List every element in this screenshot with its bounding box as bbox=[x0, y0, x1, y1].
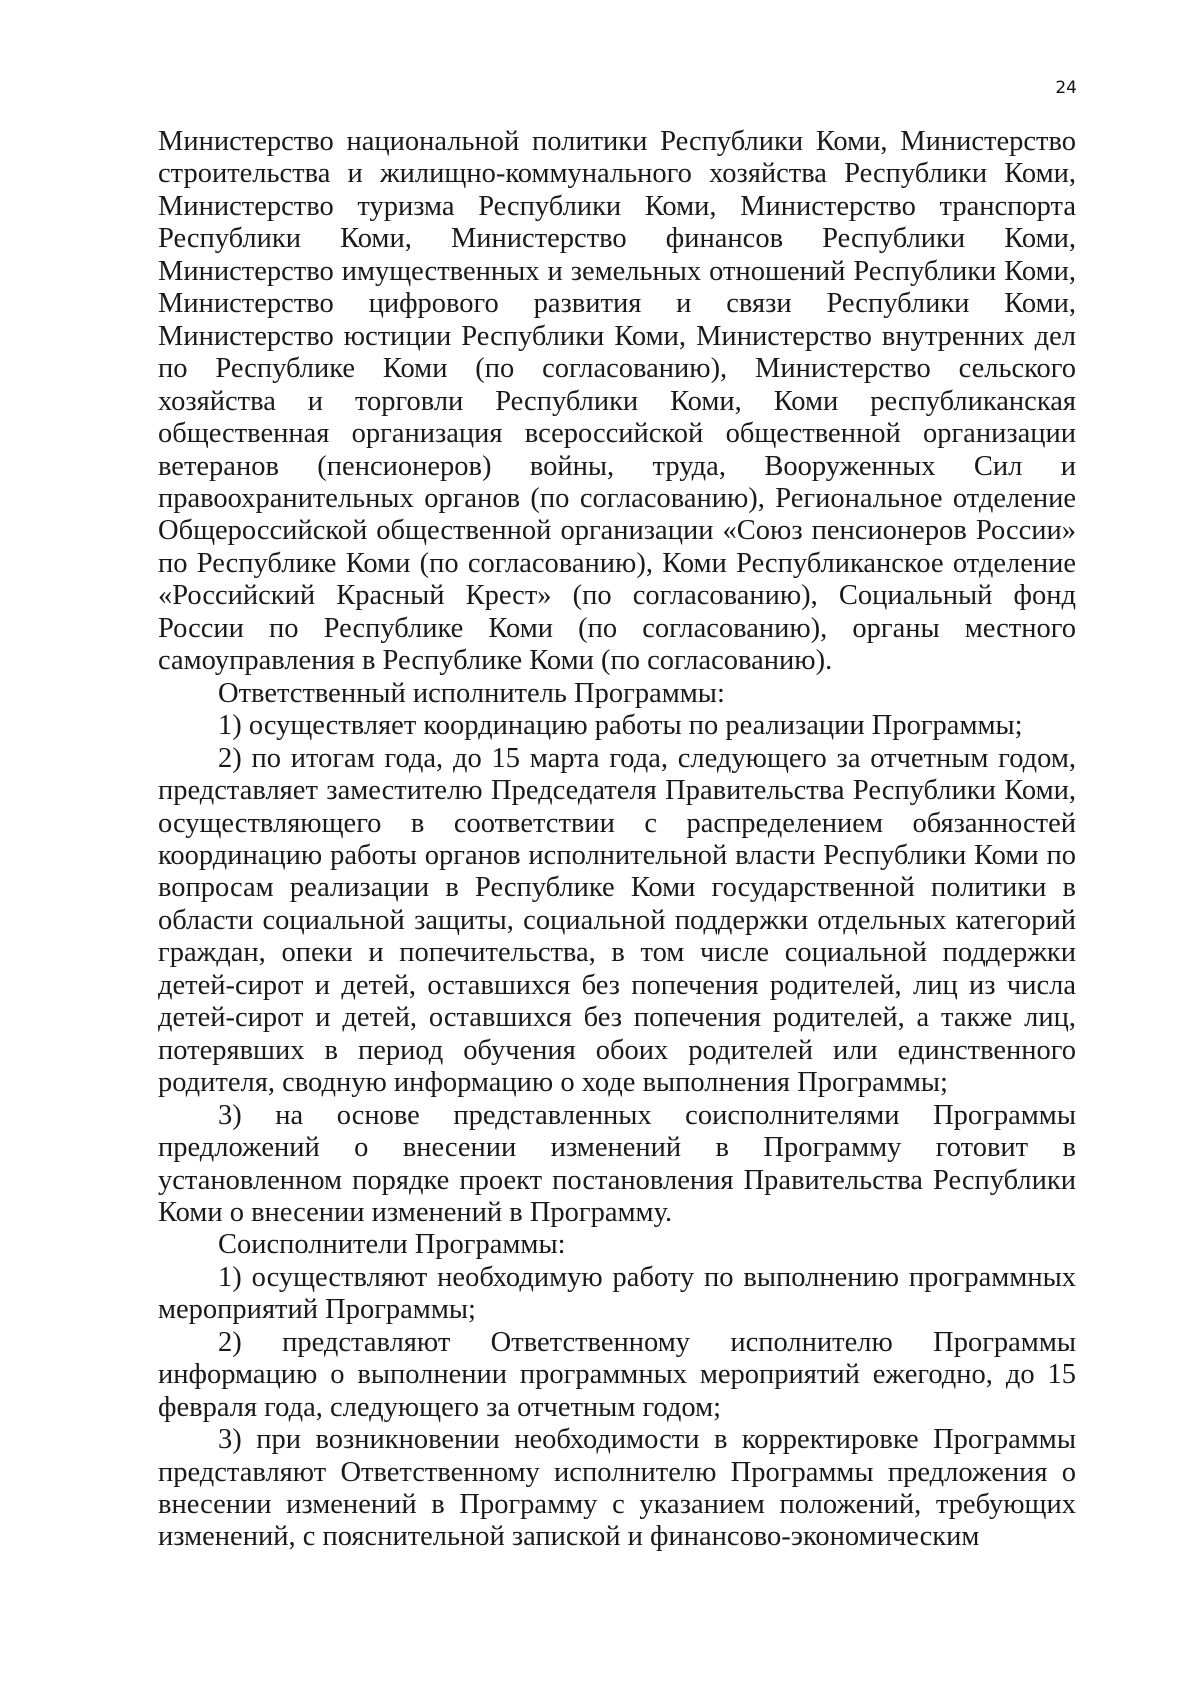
paragraph-responsible-duty-1: 1) осуществляет координацию работы по реализации Программы; bbox=[218, 710, 1023, 742]
paragraph-co-executors-duty-2: 2) представляют Ответственному исполнителю Программы информацию о выполнении программных мероприятий ежегодно, до 15 февраля года, следующего за отчетным годом; bbox=[158, 1326, 1076, 1423]
paragraph-responsible-duty-3: 3) на основе представленных соисполнителями Программы предложений о внесении изменений в Программу готовит в установленном порядке проект постановления Правительства Республики Коми о внесении изменений в Программу. bbox=[158, 1099, 1076, 1228]
paragraph-co-executors-duty-1: 1) осуществляют необходимую работу по выполнению программных мероприятий Программы; bbox=[158, 1261, 1076, 1326]
page-number: 24 bbox=[1055, 78, 1077, 98]
paragraph-responsible-duty-2: 2) по итогам года, до 15 марта года, следующего за отчетным годом, представляет заместителю Председателя Правительства Республики Коми, осуществляющего в соответствии с распределением обязанностей координацию работы органов исполнительной власти Республики Коми по вопросам реализации в Республике Коми государственной политики в области социальной защиты, социальной поддержки отдельных категорий граждан, опеки и попечительства, в том числе социальной поддержки детей-сирот и детей, оставшихся без попечения родителей, лиц из числа детей-сирот и детей, оставшихся без попечения родителей, а также лиц, потерявших в период обучения обоих родителей или единственного родителя, сводную информацию о ходе выполнения Программы; bbox=[158, 742, 1076, 1099]
paragraph-co-executors-duty-3: 3) при возникновении необходимости в корректировке Программы представляют Ответственному исполнителю Программы предложения о внесении изменений в Программу с указанием положений, требующих изменений, с пояснительной запиской и финансово-экономическим bbox=[158, 1424, 1076, 1553]
paragraph-co-executors-heading: Соисполнители Программы: bbox=[218, 1229, 566, 1261]
paragraph-responsible-executor-heading: Ответственный исполнитель Программы: bbox=[218, 677, 725, 709]
paragraph-ministries-list: Министерство национальной политики Республики Коми, Министерство строительства и жилищно-коммунального хозяйства Республики Коми, Министерство туризма Республики Коми, Министерство транспорта Республики Коми, Министерство финансов Республики Коми, Министерство имущественных и земельных отношений Республики Коми, Министерство цифрового развития и связи Республики Коми, Министерство юстиции Республики Коми, Министерство внутренних дел по Республике Коми (по согласованию), Министерство сельского хозяйства и торговли Республики Коми, Коми республиканская общественная организация всероссийской общественной организации ветеранов (пенсионеров) войны, труда, Вооруженных Сил и правоохранительных органов (по согласованию), Региональное отделение Общероссийской общественной организации «Союз пенсионеров России» по Республике Коми (по согласованию), Коми Республиканское отделение «Российский Красный Крест» (по согласованию), Социальный фонд России по Республике Коми (по согласованию), органы местного самоуправления в Республике Коми (по согласованию). bbox=[158, 126, 1076, 677]
document-body bbox=[158, 126, 1076, 1554]
